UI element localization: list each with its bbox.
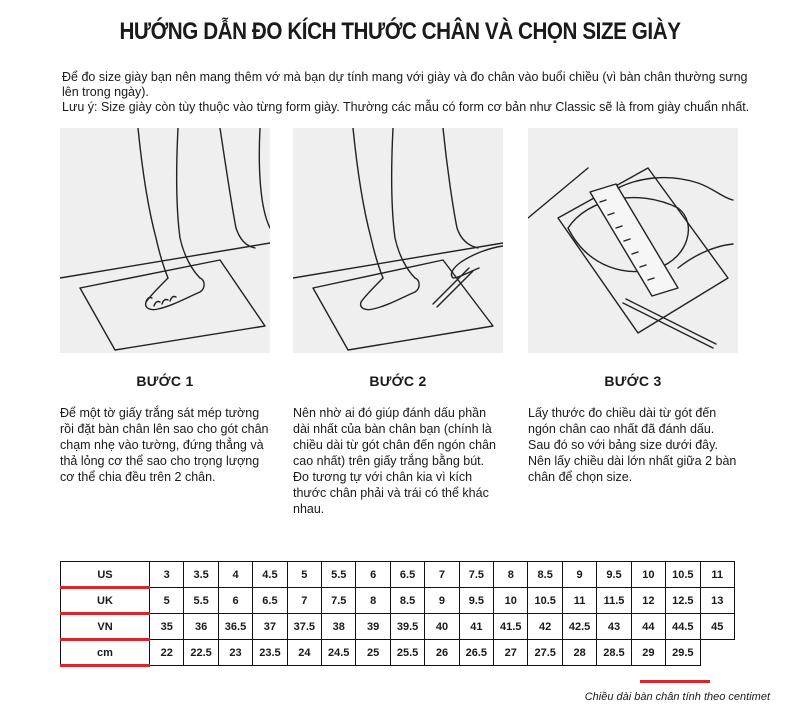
size-cell: 10 (631, 562, 665, 588)
size-row-label: VN (61, 614, 150, 640)
size-row-label: UK (61, 588, 150, 614)
size-cell: 8 (356, 588, 390, 614)
size-cell: 36.5 (218, 614, 252, 640)
step-2-text: Nên nhờ ai đó giúp đánh dấu phần dài nhất của bàn chân bạn (chính là chiều dài từ gót chân đến ngón chân cao nhất) trên giấy trắng bằng bút. Đo tương tự với chân kia vì kích thước chân phải và trái có thể khác nhau. (293, 406, 496, 516)
size-cell: 5.5 (322, 562, 356, 588)
size-row-us (61, 562, 735, 588)
size-cell: 8.5 (390, 588, 424, 614)
size-cell: 12.5 (666, 588, 700, 614)
size-cell: 6.5 (390, 562, 424, 588)
size-cell: 28 (562, 640, 596, 666)
intro-line-1: Để đo size giày bạn nên mang thêm vớ mà bạn dự tính mang với giày và đo chân vào buổi chiều (vì bàn chân thường sưng lên trong ngày). (62, 70, 748, 99)
highlight-marker (640, 680, 710, 683)
size-cell: 7.5 (459, 562, 493, 588)
size-cell: 8 (494, 562, 528, 588)
size-cell: 23 (218, 640, 252, 666)
size-cell: 4 (218, 562, 252, 588)
step-1-title: BƯỚC 1 (136, 373, 194, 389)
step-1-illustration (60, 128, 270, 353)
size-cell: 29 (631, 640, 665, 666)
size-cell: 12 (631, 588, 665, 614)
step-2 (293, 128, 503, 517)
size-cell: 9.5 (459, 588, 493, 614)
size-cell: 38 (322, 614, 356, 640)
size-cell: 40 (425, 614, 459, 640)
step-3-text: Lấy thước đo chiều dài từ gót đến ngón chân cao nhất đã đánh dấu. Sau đó so với bảng size dưới đây. Nên lấy chiều dài lớn nhất giữa 2 bàn chân để chọn size. (528, 406, 737, 484)
size-cell: 44.5 (666, 614, 700, 640)
size-cell: 7 (287, 588, 321, 614)
size-cell: 41.5 (494, 614, 528, 640)
size-cell: 22.5 (184, 640, 218, 666)
size-cell: 42 (528, 614, 562, 640)
size-cell: 3 (150, 562, 184, 588)
size-cell: 27.5 (528, 640, 562, 666)
size-cell: 45 (700, 614, 735, 640)
size-row-uk (61, 588, 735, 614)
size-cell: 35 (150, 614, 184, 640)
size-cell: 10.5 (666, 562, 700, 588)
size-row-label: cm (61, 640, 150, 666)
size-cell: 6 (218, 588, 252, 614)
size-cell: 11 (562, 588, 596, 614)
size-cell: 39.5 (390, 614, 424, 640)
size-cell: 5.5 (184, 588, 218, 614)
size-cell: 9.5 (597, 562, 631, 588)
step-1 (60, 128, 270, 485)
size-cell: 5 (150, 588, 184, 614)
size-cell: 3.5 (184, 562, 218, 588)
size-cell: 10 (494, 588, 528, 614)
size-cell: 6 (356, 562, 390, 588)
size-cell: 37.5 (287, 614, 321, 640)
size-cell: 36 (184, 614, 218, 640)
size-row-vn (61, 614, 735, 640)
size-cell: 43 (597, 614, 631, 640)
footnote: Chiều dài bàn chân tính theo centimet (584, 691, 770, 703)
size-cell: 6.5 (253, 588, 287, 614)
step-2-illustration (293, 128, 503, 353)
size-cell: 9 (425, 588, 459, 614)
size-cell: 9 (562, 562, 596, 588)
intro-line-2: Lưu ý: Size giày còn tùy thuộc vào từng form giày. Thường các mẫu có form cơ bản như Classic sẽ là from giày chuẩn nhất. (62, 100, 750, 114)
size-cell: 26 (425, 640, 459, 666)
size-cell: 7.5 (322, 588, 356, 614)
size-cell: 39 (356, 614, 390, 640)
step-3-title: BƯỚC 3 (604, 373, 662, 389)
size-cell: 10.5 (528, 588, 562, 614)
size-cell: 23.5 (253, 640, 287, 666)
size-cell: 24 (287, 640, 321, 666)
size-cell: 5 (287, 562, 321, 588)
size-cell: 11 (700, 562, 735, 588)
size-cell: 28.5 (597, 640, 631, 666)
step-3 (528, 128, 738, 485)
size-cell: 37 (253, 614, 287, 640)
size-cell: 4.5 (253, 562, 287, 588)
size-chart-table (60, 561, 735, 666)
measuring-ruler-illustration (528, 128, 738, 353)
size-row-label: US (61, 562, 150, 588)
size-cell: 11.5 (597, 588, 631, 614)
size-cell: 24.5 (322, 640, 356, 666)
size-cell: 29.5 (666, 640, 700, 666)
step-2-title: BƯỚC 2 (369, 373, 427, 389)
size-cell: 44 (631, 614, 665, 640)
intro-text (62, 70, 752, 115)
size-cell: 25 (356, 640, 390, 666)
row-accent-bar (60, 664, 150, 667)
step-1-text: Để một tờ giấy trắng sát mép tường rồi đặt bàn chân lên sao cho gót chân chạm nhẹ vào tường, đứng thẳng và thả lỏng cơ thể sao cho trọng lượng cơ thể chia đều trên 2 chân. (60, 406, 269, 484)
size-cell: 25.5 (390, 640, 424, 666)
foot-on-paper-illustration (60, 128, 270, 353)
size-cell: 22 (150, 640, 184, 666)
size-cell: 42.5 (562, 614, 596, 640)
step-3-illustration (528, 128, 738, 353)
marking-foot-illustration (293, 128, 503, 353)
size-row-cm (61, 640, 735, 666)
size-cell: 7 (425, 562, 459, 588)
size-cell: 26.5 (459, 640, 493, 666)
size-cell: 8.5 (528, 562, 562, 588)
size-cell: 13 (700, 588, 735, 614)
page-title: HƯỚNG DẪN ĐO KÍCH THƯỚC CHÂN VÀ CHỌN SIZE GIÀY (119, 18, 681, 45)
size-cell: 27 (494, 640, 528, 666)
size-cell: 41 (459, 614, 493, 640)
